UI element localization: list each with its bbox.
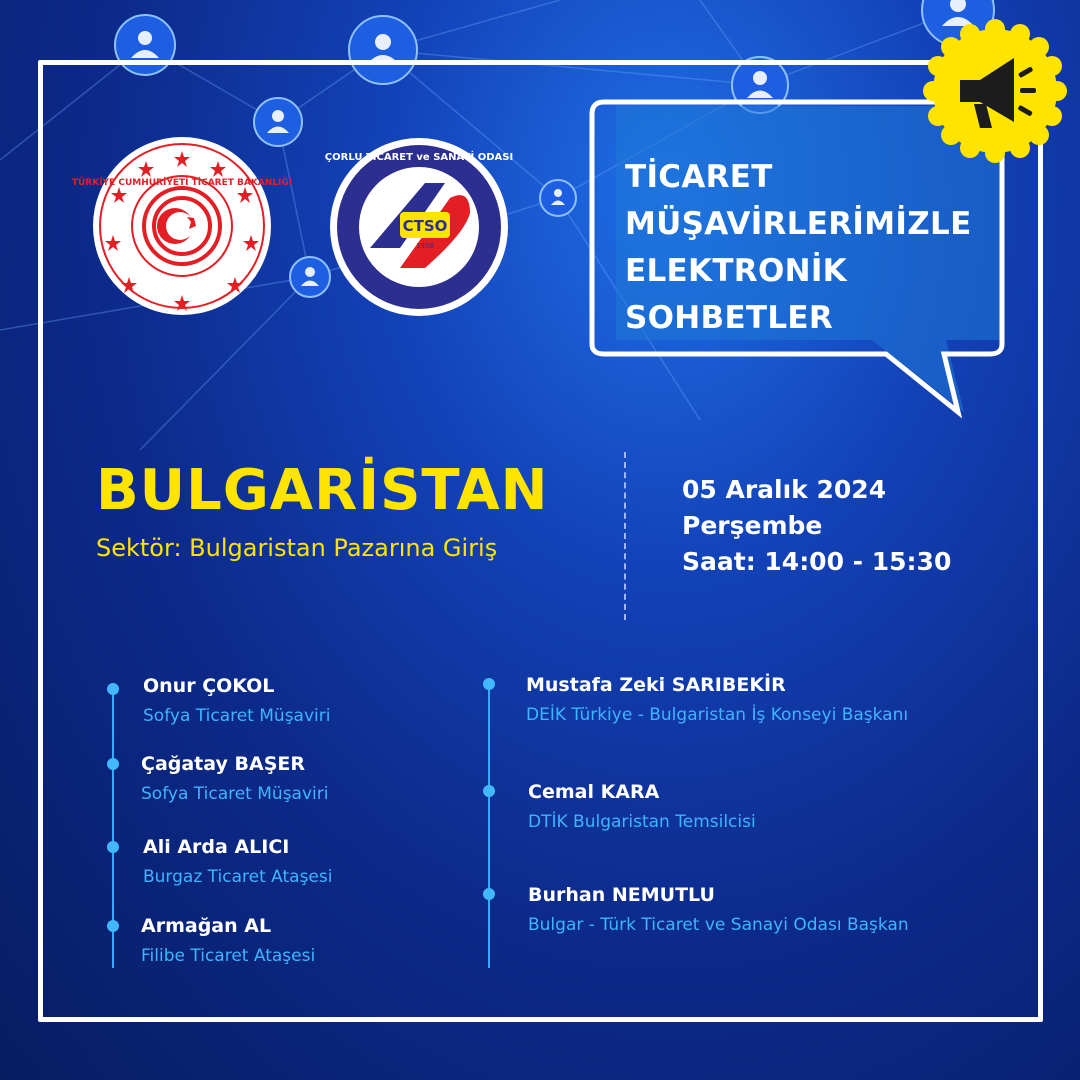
speaker-role: Bulgar - Türk Ticaret ve Sanayi Odası Başkan	[528, 915, 909, 935]
event-time: Saat: 14:00 - 15:30	[682, 547, 952, 576]
ctso-logo	[324, 138, 514, 316]
speaker-role: Filibe Ticaret Ataşesi	[141, 946, 316, 966]
timeline-dot	[107, 758, 119, 770]
timeline-dot	[483, 785, 495, 797]
title-line-2: MÜŞAVİRLERİMİZLE	[625, 206, 972, 242]
timeline-dot	[107, 841, 119, 853]
ministry-of-trade-logo	[71, 137, 293, 315]
speaker-role: DTİK Bulgaristan Temsilcisi	[528, 812, 756, 832]
ministry-ring-text: TÜRKİYE CUMHURİYETİ TİCARET BAKANLIĞI	[71, 178, 293, 188]
speaker-name: Burhan NEMUTLU	[528, 884, 715, 906]
speaker-role: Sofya Ticaret Müşaviri	[141, 784, 329, 804]
speaker-name: Onur ÇOKOL	[143, 675, 275, 697]
speaker-name: Armağan AL	[141, 915, 272, 937]
event-date: 05 Aralık 2024	[682, 475, 887, 504]
event-series-title	[625, 154, 995, 342]
timeline-dot	[483, 678, 495, 690]
speaker-role: DEİK Türkiye - Bulgaristan İş Konseyi Başkanı	[526, 705, 909, 725]
country-title: BULGARİSTAN	[96, 458, 549, 523]
title-line-1: TİCARET	[625, 159, 773, 195]
speaker-role: Burgaz Ticaret Ataşesi	[143, 867, 333, 887]
timeline-line-right	[488, 684, 490, 968]
ctso-ring-text: ÇORLU TİCARET ve SANAYİ ODASI	[324, 152, 514, 163]
title-line-3: ELEKTRONİK	[625, 253, 847, 289]
timeline-dot	[483, 888, 495, 900]
speaker-name: Ali Arda ALICI	[143, 836, 290, 858]
timeline-dot	[107, 683, 119, 695]
ctso-abbr: CTSO	[402, 217, 448, 235]
speaker-role: Sofya Ticaret Müşaviri	[143, 706, 331, 726]
speaker-name: Cemal KARA	[528, 781, 660, 803]
event-day: Perşembe	[682, 511, 823, 540]
sector-subtitle: Sektör: Bulgaristan Pazarına Giriş	[96, 534, 498, 562]
date-time-block	[682, 472, 951, 580]
ctso-year: 1958	[416, 242, 434, 250]
megaphone-icon	[922, 18, 1068, 164]
title-line-4: SOHBETLER	[625, 300, 834, 336]
timeline-dot	[107, 920, 119, 932]
dashed-divider	[624, 452, 626, 620]
speaker-name: Çağatay BAŞER	[141, 753, 305, 775]
speaker-name: Mustafa Zeki SARIBEKİR	[526, 674, 786, 696]
